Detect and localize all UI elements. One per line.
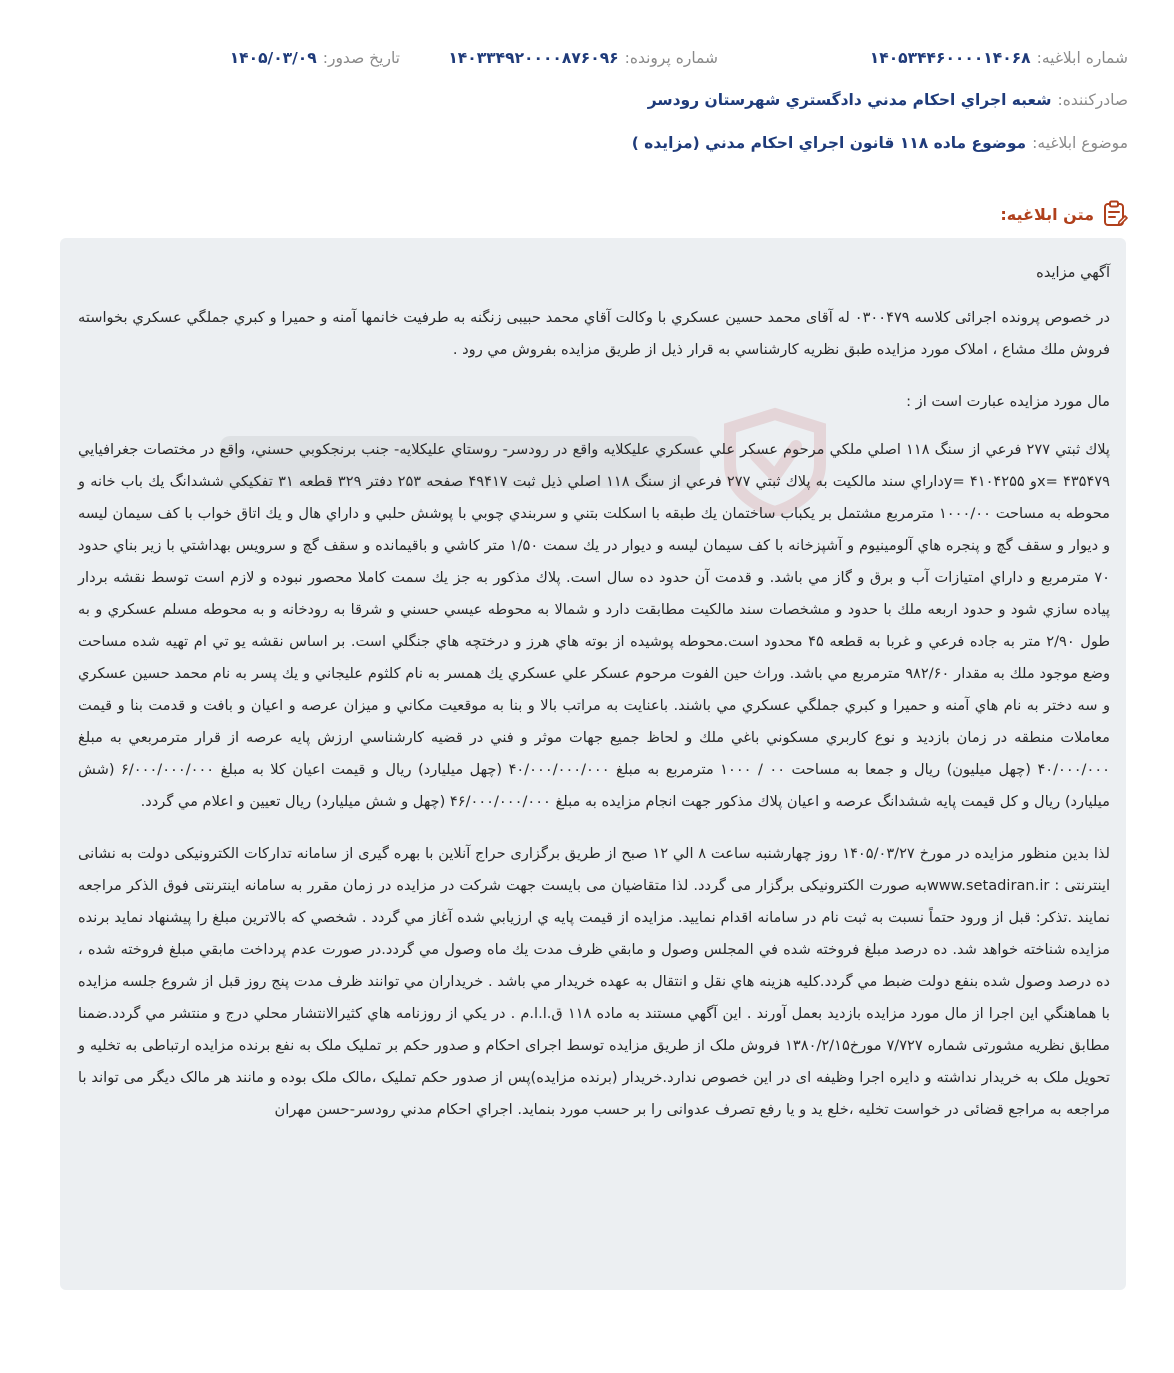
paragraph-intro: در خصوص پرونده اجرائی کلاسه ۰۳۰۰۴۷۹ له آقای محمد حسين عسکري با وکالت آقاي محمد حبيبی زنگنه به طرفيت خانمها آمنه و حميرا و کبري جملگي عسکري بخواسته فروش ملك مشاع ، املاک مورد مزايده طبق نظريه کارشناسي به قرار ذيل از طريق مزايده بفروش مي رود . [78, 309, 1110, 358]
notice-heading: آگهي مزايده [1036, 264, 1110, 281]
case-number [448, 49, 718, 67]
paragraph-auction-terms: لذا بدين منظور مزايده در مورخ ۱۴۰۵/۰۳/۲۷ روز چهارشنبه ساعت ۸ الي ۱۲ صبح از طريق برگزاری حراج آنلاين با بهره گيری از سامانه تدارکات الکترونيکی دولت به نشانی اينترنتی : www.setadiran.irبه صورت الکترونيکی برگزار می گردد. لذا متقاضيان می بايست جهت شرکت در مزايده در زمان مقرر به سامانه اينترنتی فوق الذکر مراجعه نمايند .تذکر: قبل از ورود حتماً نسبت به ثبت نام در سامانه اقدام نماييد. مزايده از قيمت پايه ي ارزيابي شده آغاز مي گردد . شخصي كه بالاترين مبلغ را پيشنهاد نمايد برنده مزايده شناخته خواهد شد. ده درصد مبلغ فروخته شده في المجلس وصول و مابقي ظرف مدت يك ماه وصول مي گردد.در صورت عدم پرداخت مابقي مبلغ فروخته شده ، ده درصد وصول شده بنفع دولت ضبط مي گردد.كليه هزينه هاي نقل و انتقال به عهده خريدار مي باشد . خريداران مي توانند ظرف مدت پنج روز قبل از شروع جلسه مزايده با هماهنگي اين اجرا از مال مورد مزايده بازديد بعمل آورند . اين آگهي مستند به ماده ۱۱۸ ق.ا.ا.م . در يكي از روزنامه هاي كثيرالانتشار محلي درج و منتشر مي گردد.ضمنا مطابق نظريه مشورتی شماره ۷/۷۲۷ مورخ۱۳۸۰/۲/۱۵ فروش ملک از طريق مزايده توسط اجرای احکام و صدور حکم بر تمليک ملک به نفع برنده مزايده ارتباطی به تخليه و تحويل ملک به خريدار نداشته و دايره اجرا وظيفه ای در اين خصوص ندارد.خريدار (برنده مزايده)پس از صدور حکم تمليک ،مالک ملک بوده و مانند هر مالک ديگر می تواند با مراجعه به مراجع قضائی در خواست تخليه ،خلع يد و يا رفع تصرف عدوانی را بر حسب مورد بنمايد. اجراي احكام مدني رودسر-حسن مهران [78, 845, 1110, 1118]
notification-body [60, 238, 1126, 1290]
notification-number [870, 49, 1128, 67]
issuer [648, 91, 1128, 109]
subject [632, 134, 1128, 152]
section-header [1000, 200, 1128, 228]
issue-date-value: ۱۴۰۵/۰۳/۰۹ [229, 49, 317, 67]
paragraph-property-label: مال مورد مزايده عبارت است از : [906, 393, 1110, 410]
document-text-icon [1102, 200, 1128, 228]
case-number-value: ۱۴۰۳۳۴۹۲۰۰۰۰۸۷۶۰۹۶ [448, 49, 619, 67]
notification-number-label: شماره ابلاغيه: [1036, 49, 1128, 67]
case-number-label: شماره پرونده: [624, 49, 718, 67]
notification-number-value: ۱۴۰۵۳۴۴۶۰۰۰۰۱۴۰۶۸ [869, 49, 1031, 67]
issue-date-label: تاريخ صدور: [322, 49, 400, 67]
issuer-label: صادرکننده: [1057, 91, 1128, 109]
subject-label: موضوع ابلاغيه: [1032, 134, 1128, 152]
issuer-value: شعبه اجراي احکام مدني دادگستري شهرستان رودسر [647, 91, 1052, 109]
paragraph-property-details: پلاك ثبتي ۲۷۷ فرعي از سنگ ۱۱۸ اصلي ملكي مرحوم عسكر علي عسكري عليكلايه واقع در رودسر- روستاي عليكلايه- جنب برنجكوبي حسني، واقع در مختصات جغرافيايي ۴۳۵۴۷۹ =xو ۴۱۰۴۲۵۵ =yداراي سند مالكيت به پلاك ثبتي ۲۷۷ فرعي از سنگ ۱۱۸ اصلي ذيل ثبت ۴۹۴۱۷ صفحه ۲۵۳ دفتر ۳۲۹ قطعه ۳۱ تفكيكي ششدانگ يك باب خانه و محوطه به مساحت ۱۰۰۰/۰۰ مترمربع مشتمل بر يكباب ساختمان يك طبقه با اسكلت بتني و سربندي چوبي با پوشش حلبي و داراي هال و يك اتاق خواب با كف سيمان ليسه و ديوار و سقف گچ و پنجره هاي آلومينيوم و آشپزخانه با كف سيمان ليسه و ديوار در يك سمت ۱/۵۰ متر كاشي و باقيمانده و سقف گچ و سرويس بهداشتي با زير بناي حدود ۷۰ مترمربع و داراي امتيازات آب و برق و گاز مي باشد. و قدمت آن حدود ده سال است. پلاك مذكور به جز يك سمت كاملا محصور نبوده و لازم است توسط نقشه بردار پياده سازي شود و حدود اربعه ملك با حدود و مشخصات سند مالكيت مطابقت دارد و شمالا به محوطه عيسي حسني و شرقا به رودخانه و به محوطه مسلم عسكري و به طول ۲/۹۰ متر به جاده فرعي و غربا به قطعه ۴۵ محدود است.محوطه پوشيده از بوته هاي هرز و درختچه هاي جنگلي است. بر اساس نقشه يو تي ام تهيه شده مساحت وضع موجود ملك به مقدار ۹۸۲/۶۰ مترمربع مي باشد. وراث حين الفوت مرحوم عسكر علي عسكري يك همسر به نام كلثوم عليجاني و يك پسر به نام محمد حسين عسكري و سه دختر به نام هاي آمنه و حميرا و كبري جملگي عسكري مي باشند. باعنايت به مراتب بالا و بنا به موقعيت مكاني و ميزان عرصه و اعيان و بافت و قدمت بنا و قيمت معاملات منطقه در زمان بازديد و نوع كاربري مسكوني باغي ملك و لحاظ جميع جهات موثر و فني در قضيه كارشناسي ارزش پايه عرصه از قرار مترمربعي به مبلغ ۴۰/۰۰۰/۰۰۰ (چهل ميليون) ريال و جمعا به مساحت ۰۰ / ۱۰۰۰ مترمربع به مبلغ ۴۰/۰۰۰/۰۰۰/۰۰۰ (چهل ميليارد) ريال و قيمت اعيان كلا به مبلغ ۶/۰۰۰/۰۰۰/۰۰۰ (شش ميليارد) ريال و كل قيمت پايه ششدانگ عرصه و اعيان پلاك مذكور جهت انجام مزايده به مبلغ ۴۶/۰۰۰/۰۰۰/۰۰۰ (چهل و شش ميليارد) ريال تعيين و اعلام مي گردد. [78, 441, 1111, 810]
section-title: متن ابلاغيه: [1000, 204, 1094, 224]
issue-date [230, 49, 400, 67]
subject-value: موضوع ماده ۱۱۸ قانون اجراي احکام مدني (مزايده ) [631, 134, 1027, 152]
